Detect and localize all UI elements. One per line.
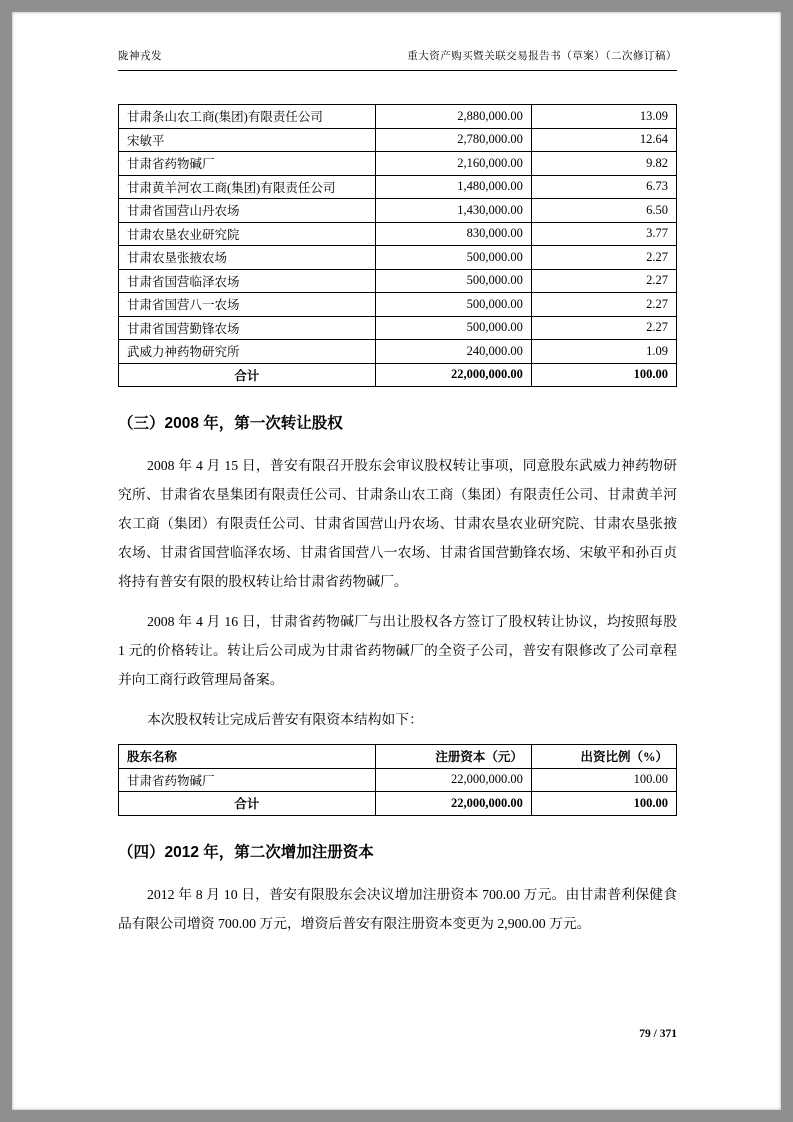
shareholder-name-cell: 甘肃省国营山丹农场 (119, 199, 376, 223)
table-row (119, 105, 677, 129)
ownership-ratio-cell: 9.82 (531, 152, 676, 176)
shareholder-name-cell: 甘肃省国营临泽农场 (119, 269, 376, 293)
ownership-ratio-cell: 100.00 (531, 363, 676, 387)
ownership-ratio-cell: 2.27 (531, 269, 676, 293)
shareholder-name-cell: 合计 (119, 363, 376, 387)
capital-structure-table (118, 744, 677, 816)
ownership-ratio-cell: 3.77 (531, 222, 676, 246)
registered-capital-cell: 240,000.00 (375, 340, 531, 364)
table-row (119, 340, 677, 364)
shareholder-name-cell: 宋敏平 (119, 128, 376, 152)
ownership-ratio-cell: 12.64 (531, 128, 676, 152)
page-header (118, 48, 677, 71)
registered-capital-cell: 22,000,000.00 (375, 792, 531, 816)
column-header-capital: 注册资本（元） (375, 745, 531, 769)
table-row (119, 246, 677, 270)
table-row (119, 316, 677, 340)
ownership-ratio-cell: 6.50 (531, 199, 676, 223)
ownership-ratio-cell: 13.09 (531, 105, 676, 129)
registered-capital-cell: 500,000.00 (375, 269, 531, 293)
shareholder-name-cell: 甘肃黄羊河农工商(集团)有限责任公司 (119, 175, 376, 199)
ownership-ratio-cell: 100.00 (531, 768, 676, 792)
column-header-ratio: 出资比例（%） (531, 745, 676, 769)
ownership-ratio-cell: 100.00 (531, 792, 676, 816)
table-header-row (119, 745, 677, 769)
shareholder-name-cell: 甘肃农垦张掖农场 (119, 246, 376, 270)
registered-capital-cell: 830,000.00 (375, 222, 531, 246)
table-total-row (119, 363, 677, 387)
column-header-shareholder: 股东名称 (119, 745, 376, 769)
table-head (119, 745, 677, 769)
table-row (119, 199, 677, 223)
table-row (119, 269, 677, 293)
document-page (12, 12, 781, 1110)
registered-capital-cell: 1,480,000.00 (375, 175, 531, 199)
ownership-ratio-cell: 6.73 (531, 175, 676, 199)
table-row (119, 175, 677, 199)
paragraph: 2008 年 4 月 16 日，甘肃省药物碱厂与出让股权各方签订了股权转让协议，均按照每股 1 元的价格转让。转让后公司成为甘肃省药物碱厂的全资子公司，普安有限修改了公司章程并向工商行政管理局备案。 (118, 614, 677, 687)
paragraph: 2008 年 4 月 15 日，普安有限召开股东会审议股权转让事项，同意股东武威力神药物研究所、甘肃省农垦集团有限责任公司、甘肃条山农工商（集团）有限责任公司、甘肃黄羊河农工商（集团）有限责任公司、甘肃省国营山丹农场、甘肃农垦农业研究院、甘肃农垦张掖农场、甘肃省国营临泽农场、甘肃省国营八一农场、甘肃省国营勤锋农场、宋敏平和孙百贞将持有普安有限的股权转让给甘肃省药物碱厂。 (118, 458, 677, 589)
shareholder-name-cell: 甘肃农垦农业研究院 (119, 222, 376, 246)
table-row (119, 293, 677, 317)
ownership-ratio-cell: 1.09 (531, 340, 676, 364)
shareholder-name-cell: 甘肃省国营八一农场 (119, 293, 376, 317)
registered-capital-cell: 2,160,000.00 (375, 152, 531, 176)
registered-capital-cell: 500,000.00 (375, 316, 531, 340)
table-body (119, 105, 677, 387)
registered-capital-cell: 2,880,000.00 (375, 105, 531, 129)
registered-capital-cell: 2,780,000.00 (375, 128, 531, 152)
shareholder-name-cell: 甘肃条山农工商(集团)有限责任公司 (119, 105, 376, 129)
ownership-ratio-cell: 2.27 (531, 316, 676, 340)
table-row (119, 768, 677, 792)
ownership-ratio-cell: 2.27 (531, 246, 676, 270)
header-company-name: 陇神戎发 (118, 51, 162, 62)
section-heading-4: （四）2012 年，第二次增加注册资本 (118, 843, 374, 861)
paragraph: 2012 年 8 月 10 日，普安有限股东会决议增加注册资本 700.00 万元。由甘肃普利保健食品有限公司增资 700.00 万元，增资后普安有限注册资本变更为 2,900.00 万元。 (118, 886, 677, 931)
table-body (119, 768, 677, 815)
shareholder-name-cell: 甘肃省国营勤锋农场 (119, 316, 376, 340)
header-report-title: 重大资产购买暨关联交易报告书（草案）（二次修订稿） (407, 51, 677, 62)
shareholder-name-cell: 合计 (119, 792, 376, 816)
table-row (119, 128, 677, 152)
shareholder-structure-table-continued (118, 104, 677, 387)
registered-capital-cell: 22,000,000.00 (375, 363, 531, 387)
page-number: 79 / 371 (639, 1028, 677, 1040)
registered-capital-cell: 22,000,000.00 (375, 768, 531, 792)
registered-capital-cell: 500,000.00 (375, 293, 531, 317)
registered-capital-cell: 500,000.00 (375, 246, 531, 270)
table-total-row (119, 792, 677, 816)
section-heading-3: （三）2008 年，第一次转让股权 (118, 415, 343, 432)
ownership-ratio-cell: 2.27 (531, 293, 676, 317)
paragraph: 本次股权转让完成后普安有限资本结构如下： (146, 712, 423, 727)
shareholder-name-cell: 甘肃省药物碱厂 (119, 152, 376, 176)
shareholder-name-cell: 甘肃省药物碱厂 (119, 768, 376, 792)
table-row (119, 222, 677, 246)
registered-capital-cell: 1,430,000.00 (375, 199, 531, 223)
table-row (119, 152, 677, 176)
shareholder-name-cell: 武威力神药物研究所 (119, 340, 376, 364)
